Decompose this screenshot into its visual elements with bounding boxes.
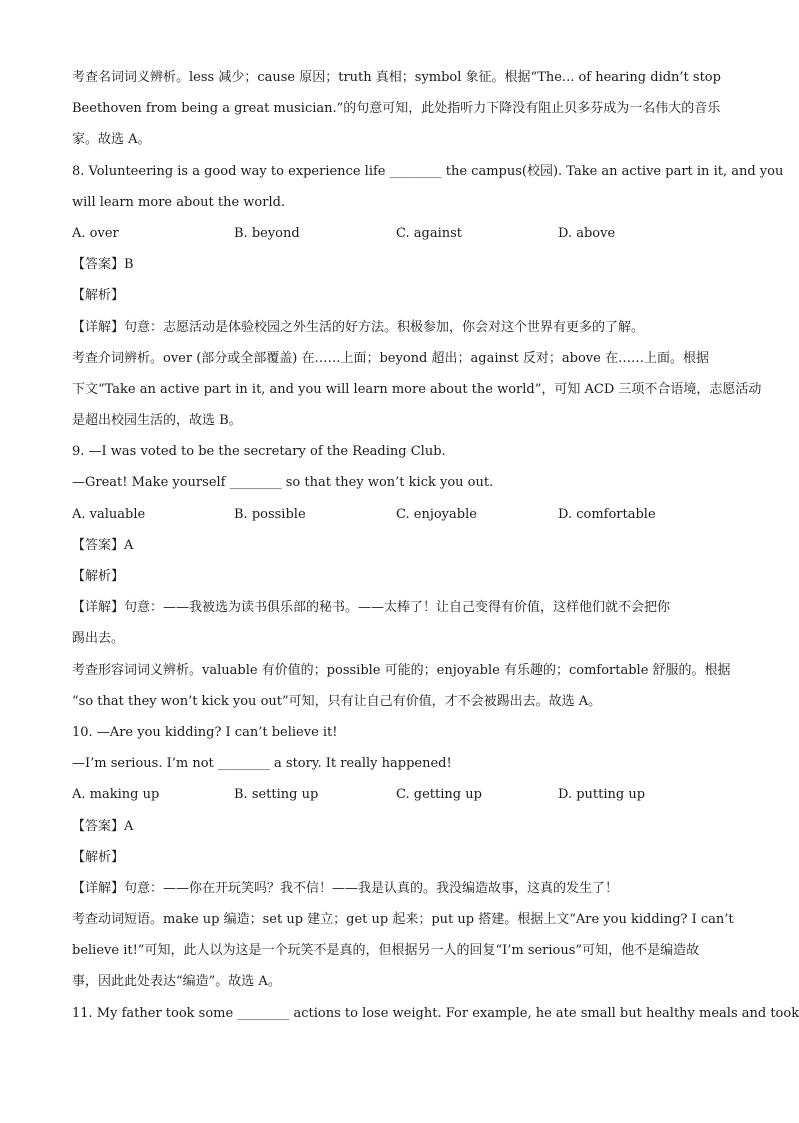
option-a: A. valuable bbox=[72, 506, 146, 522]
question-8-stem-cont: will learn more about the world. bbox=[72, 194, 286, 210]
analysis-label: 【解析】 bbox=[72, 849, 125, 865]
analysis-line: Beethoven from being a great musician.”的句意可知，此处指听力下降没有阻止贝多芬成为一名伟大的音乐 bbox=[72, 101, 721, 117]
explanation-line: “so that they won’t kick you out”可知，只有让自己有价值，才不会被踢出去。故选 A。 bbox=[72, 693, 602, 709]
option-b: B. beyond bbox=[234, 225, 300, 241]
question-9-options bbox=[72, 499, 722, 530]
explanation-line: 是超出校园生活的，故选 B。 bbox=[72, 413, 242, 429]
detail-line: 【详解】句意：志愿活动是体验校园之外生活的好方法。积极参加，你会对这个世界有更多的了解。 bbox=[72, 319, 645, 335]
question-9-stem: 9. —I was voted to be the secretary of the Reading Club. bbox=[72, 444, 446, 460]
answer-label: 【答案】A bbox=[72, 818, 134, 834]
option-d: D. putting up bbox=[558, 787, 646, 803]
answer-label: 【答案】A bbox=[72, 537, 134, 553]
question-10-options bbox=[72, 779, 722, 810]
option-c: C. getting up bbox=[396, 787, 482, 803]
detail-line: 【详解】句意：——你在开玩笑吗？我不信！——我是认真的。我没编造故事，这真的发生了！ bbox=[72, 880, 619, 896]
explanation-line: 事，因此此处表达“编造”。故选 A。 bbox=[72, 974, 281, 990]
analysis-label: 【解析】 bbox=[72, 569, 125, 584]
detail-line: 踢出去。 bbox=[72, 631, 125, 647]
analysis-label: 【解析】 bbox=[72, 288, 125, 304]
option-b: B. setting up bbox=[234, 787, 319, 803]
answer-label: 【答案】B bbox=[72, 257, 134, 273]
question-8-options bbox=[72, 218, 722, 249]
detail-line: 【详解】句意：——我被选为读书俱乐部的秘书。——太棒了！让自己变得有价值，这样他们就不会把你 bbox=[72, 600, 671, 616]
explanation-line: 考查形容词词义辨析。valuable 有价值的；possible 可能的；enjoyable 有乐趣的；comfortable 舒服的。根据 bbox=[72, 662, 731, 678]
question-10-reply: —I’m serious. I’m not ________ a story. It really happened! bbox=[72, 756, 452, 772]
explanation-line: 下文“Take an active part in it, and you will learn more about the world”，可知 ACD 三项不合语境，志愿活动 bbox=[72, 381, 762, 397]
option-d: D. above bbox=[558, 225, 616, 241]
question-10-stem: 10. —Are you kidding? I can’t believe it! bbox=[72, 724, 338, 740]
document-page bbox=[72, 62, 799, 1029]
explanation-line: 考查介词辨析。over (部分或全部覆盖) 在……上面；beyond 超出；against 反对；above 在……上面。根据 bbox=[72, 350, 709, 366]
explanation-line: believe it!”可知，此人以为这是一个玩笑不是真的，但根据另一人的回复“I’m serious”可知，他不是编造故 bbox=[72, 943, 700, 959]
question-11-stem: 11. My father took some ________ actions to lose weight. For example, he ate small but healthy meals and took bbox=[72, 1005, 799, 1021]
option-a: A. making up bbox=[72, 787, 160, 803]
analysis-line: 家。故选 A。 bbox=[72, 132, 151, 148]
option-d: D. comfortable bbox=[558, 506, 656, 522]
explanation-line: 考查动词短语。make up 编造；set up 建立；get up 起来；put up 搭建。根据上文“Are you kidding? I can’t bbox=[72, 912, 734, 928]
option-a: A. over bbox=[72, 225, 119, 241]
option-c: C. against bbox=[396, 225, 462, 241]
option-c: C. enjoyable bbox=[396, 506, 477, 522]
question-9-reply: —Great! Make yourself ________ so that they won’t kick you out. bbox=[72, 475, 494, 491]
option-b: B. possible bbox=[234, 506, 306, 522]
question-8-stem: 8. Volunteering is a good way to experience life ________ the campus(校园). Take an active part in it, and you bbox=[72, 163, 784, 179]
analysis-line: 考查名词词义辨析。less 减少；cause 原因；truth 真相；symbol 象征。根据“The... of hearing didn’t stop bbox=[72, 70, 721, 85]
